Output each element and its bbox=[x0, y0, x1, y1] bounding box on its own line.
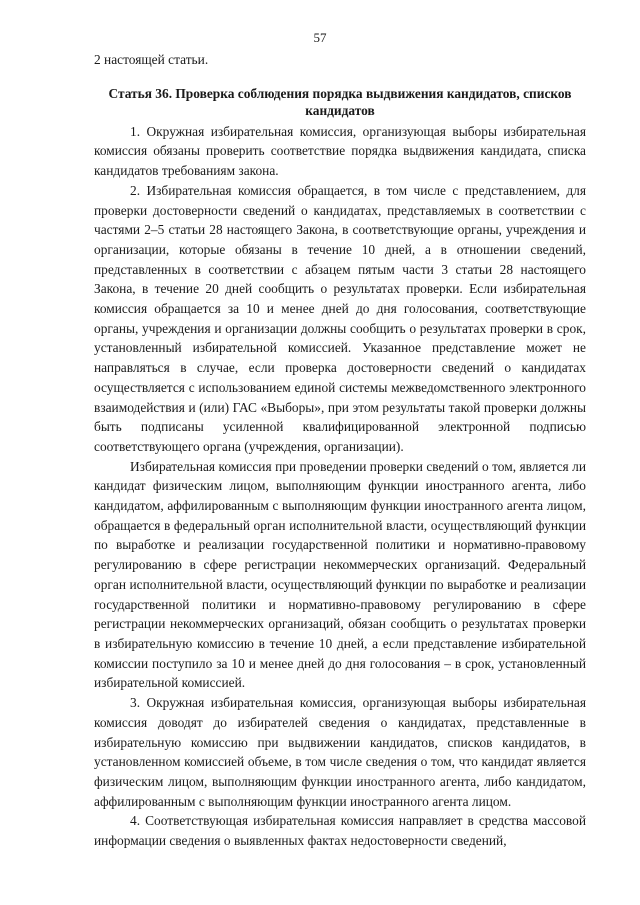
page-content bbox=[94, 50, 586, 851]
paragraph-5: 4. Соответствующая избирательная комиссия направляет в средства массовой информации сведения о выявленных фактах недостоверности сведений, bbox=[94, 813, 586, 849]
paragraph-1: 1. Окружная избирательная комиссия, организующая выборы избирательная комиссия обязаны проверить соответствие порядка выдвижения кандидата, списка кандидатов требованиям закона. bbox=[94, 123, 586, 179]
continuation-line: 2 настоящей статьи. bbox=[94, 52, 209, 67]
article-title: Статья 36. Проверка соблюдения порядка выдвижения кандидатов, списков кандидатов bbox=[108, 85, 572, 119]
paragraph-4: 3. Окружная избирательная комиссия, организующая выборы избирательная комиссия доводят до избирателей сведения о кандидатах, представленные в избирательную комиссию при выдвижении кандидатов, списков кандидатов, в установленном комиссией объеме, в том числе сведения о том, что кандидат является физическим лицом, выполняющим функции иностранного агента, либо кандидатом, аффилированным с выполняющим функции иностранного агента лицом. bbox=[94, 695, 586, 809]
page-number: 57 bbox=[313, 30, 327, 45]
paragraph-3: Избирательная комиссия при проведении проверки сведений о том, является ли кандидат физическим лицом, выполняющим функции иностранного агента, либо кандидатом, аффилированным с выполняющим функции иностранного агента лицом, обращается в федеральный орган исполнительной власти, осуществляющий функции по выработке и реализации государственной политики и нормативно-правовому регулированию в сфере регистрации некоммерческих организаций. Федеральный орган исполнительной власти, осуществляющий функции по выработке и реализации государственной политики и нормативно-правовому регулированию в сфере регистрации некоммерческих организаций, обязан сообщить о результатах проверки в избирательную комиссию в течение 10 дней, а если представление избирательной комиссии поступило за 10 и менее дней до дня голосования – в срок, установленный избирательной комиссией. bbox=[94, 458, 586, 691]
paragraph-2: 2. Избирательная комиссия обращается, в том числе с представлением, для проверки достоверности сведений о кандидатах, представляемых в соответствии с частями 2–5 статьи 28 настоящего Закона, в соответствующие органы, учреждения и организации, которые обязаны в течение 10 дней, а в отношении сведений, представленных в соответствии с абзацем пятым части 3 статьи 28 настоящего Закона, в течение 20 дней сообщить о результатах проверки. Если избирательная комиссия обращается за 10 и менее дней до дня голосования, соответствующие органы, учреждения и организации должны сообщить о результатах проверки в срок, установленный избирательной комиссией. Указанное представление может не направляться в случае, если проверка достоверности сведений о кандидатах осуществляется с использованием единой системы межведомственного электронного взаимодействия и (или) ГАС «Выборы», при этом результаты такой проверки должны быть подписаны усиленной квалифицированной электронной подписью соответствующего органа (учреждения, организации). bbox=[94, 182, 586, 454]
